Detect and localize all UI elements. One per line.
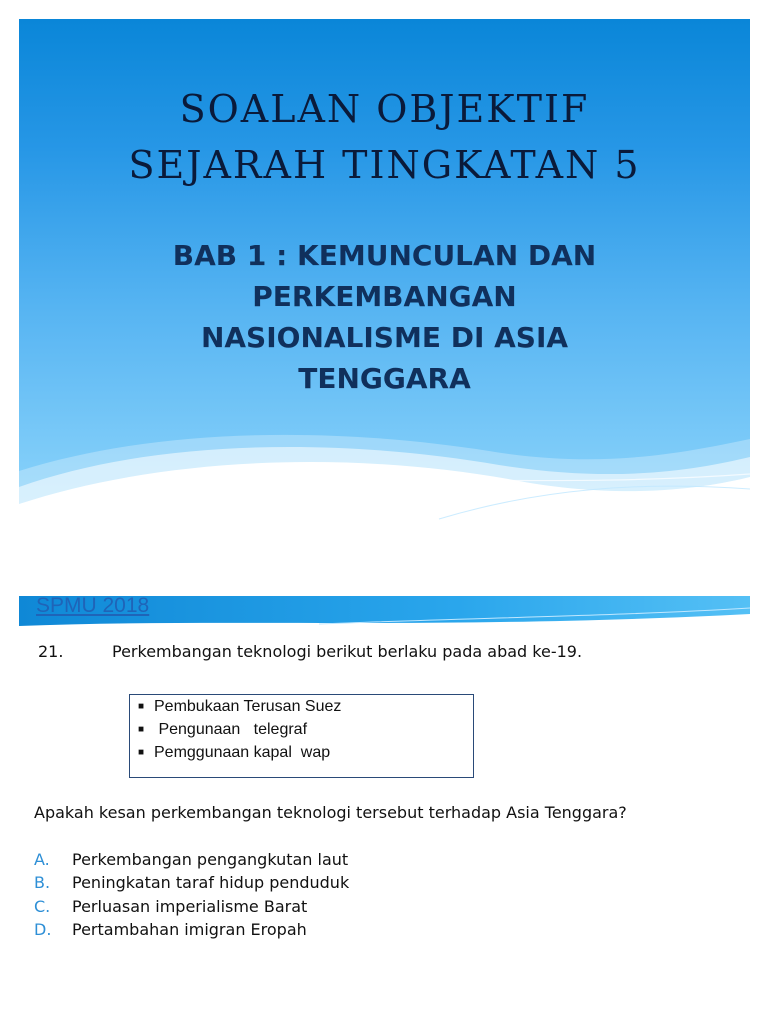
title-slide [19,19,750,543]
subtitle-line-4: TENGGARA [298,362,471,395]
option-letter: C. [34,896,51,916]
option-letter: B. [34,873,51,893]
technology-list [138,695,341,764]
exam-source-header: SPMU 2018 [36,596,150,617]
subtitle-line-1: BAB 1 : KEMUNCULAN DAN [172,239,597,272]
list-item: ■ Pemggunaan kapal wap [138,741,341,764]
bullet-icon: ■ [138,747,145,758]
question-prompt: Apakah kesan perkembangan teknologi tersebut terhadap Asia Tenggara? [34,803,627,822]
subtitle-line-3: NASIONALISME DI ASIA [200,321,569,354]
option-text: Pertambahan imigran Eropah [72,919,307,939]
slide-title [19,81,750,193]
option-text: Perluasan imperialisme Barat [72,896,308,916]
option-letter: D. [34,919,52,939]
option-text: Perkembangan pengangkutan laut [72,850,349,869]
chapter-subtitle [19,235,750,399]
list-item: ■ Pembukaan Terusan Suez [138,695,341,718]
subtitle-line-2: PERKEMBANGAN [252,280,517,313]
technology-list-box [129,694,474,778]
question-slide [19,596,750,1024]
list-item: ■ Pengunaan telegraf [138,718,341,741]
bullet-icon: ■ [138,701,145,712]
title-line-2: SEJARAH TINGKATAN 5 [128,143,641,187]
title-line-1: SOALAN OBJEKTIF [179,87,590,131]
option-letter: A. [34,850,50,869]
bullet-icon: ■ [138,724,145,735]
question-text: Perkembangan teknologi berikut berlaku pada abad ke-19. [112,642,583,661]
option-text: Peningkatan taraf hidup penduduk [72,873,350,893]
question-number: 21. [38,642,64,661]
